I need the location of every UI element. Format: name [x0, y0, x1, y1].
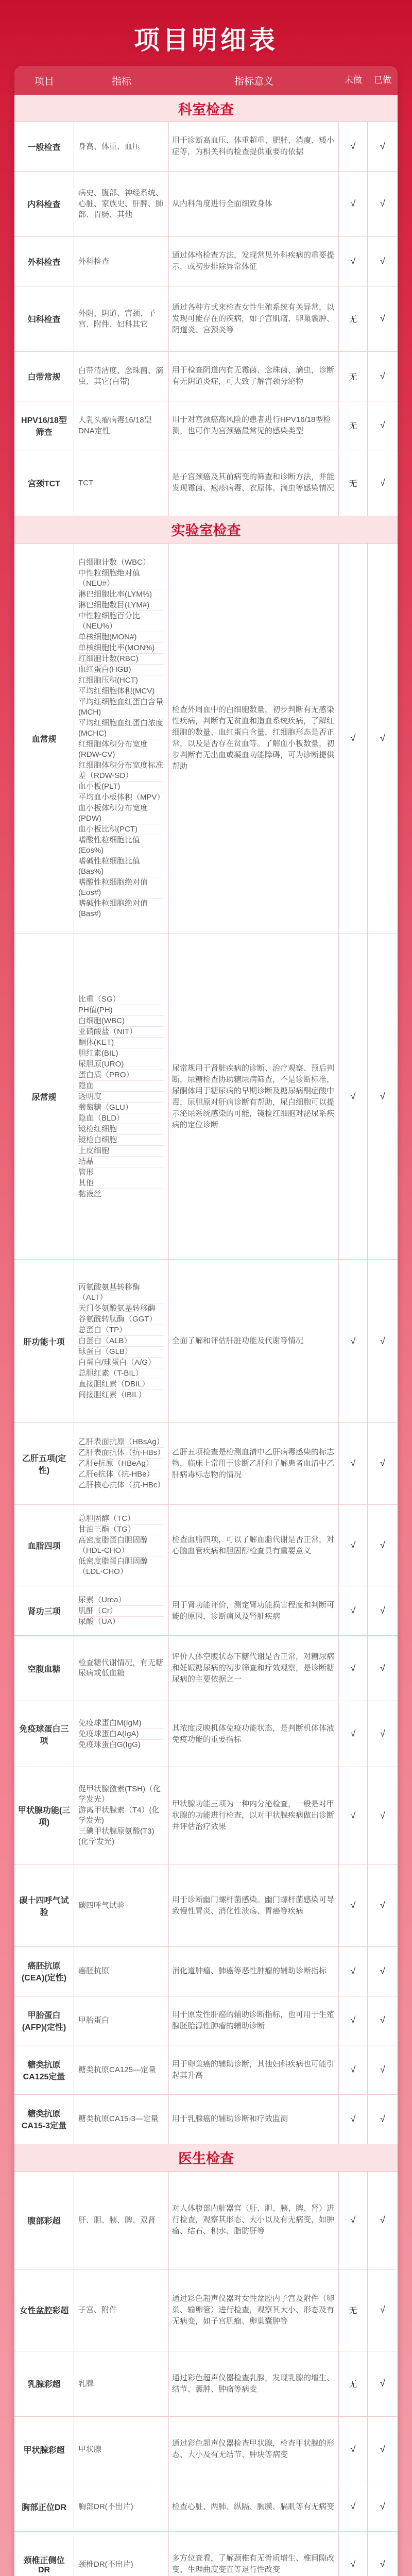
indicator-item: 血小板体积分布宽度(PDW): [78, 803, 164, 824]
indicator-meaning: 乙肝五项检查是检测血清中乙肝病毒感染的标志物，临床上常用于诊断乙肝和了解患者血清中乙肝病毒标志物的情况: [169, 1423, 339, 1504]
indicator-item: 血小板比积(PCT): [78, 824, 164, 835]
indicator-meaning: 评价人体空腹状态下糖代谢是否正常，对糖尿病和妊娠糖尿病的初步筛查和疗效观察，是诊断糖尿病的主要依据之一: [169, 1636, 339, 1701]
done-mark: √: [380, 256, 385, 266]
indicator-meaning: 用于诊断幽门螺杆菌感染。幽门螺杆菌感染可导致慢性胃炎、消化性溃疡、胃癌等疾病: [169, 1865, 339, 1946]
indicator-item: 乙肝表面抗原（HBsAg）: [78, 1437, 164, 1448]
project-name: 胸部正位DR: [14, 2482, 74, 2531]
done-mark: √: [380, 2304, 385, 2315]
done-mark: √: [380, 420, 385, 431]
table-row: [14, 1636, 398, 1701]
table-row: [14, 2045, 398, 2095]
project-name: 糖类抗原CA125定量: [14, 2045, 74, 2094]
indicator-item: 隐血: [78, 1081, 164, 1092]
indicator-item: 甘油三酯（TG）: [78, 1524, 164, 1535]
indicator-text: 身高、体重、血压: [78, 142, 141, 151]
indicator-item: 白蛋白（ALB）: [78, 1336, 164, 1347]
table-row: [14, 1947, 398, 1996]
indicator-text: 人乳头瘤病毒16/18型DNA定性: [78, 415, 152, 435]
done-mark: √: [380, 2558, 385, 2569]
done-mark: √: [380, 2015, 385, 2026]
project-name: 乙肝五项(定性): [14, 1423, 74, 1504]
indicator-list: [74, 1505, 169, 1586]
indicator-item: 丙氨酸氨基转移酶（ALT）: [78, 1282, 164, 1303]
indicator-meaning: 是子宫颈癌及其前病变的筛查和诊断方法，并能发现霉菌、疱疹病毒、衣原体、滴虫等感染情况: [169, 450, 339, 515]
project-name: 碳十四呼气试验: [14, 1865, 74, 1946]
project-name: 外科检查: [14, 237, 74, 286]
indicator-item: 白细胞(WBC): [78, 1016, 164, 1027]
indicator-meaning: 尿常规用于肾脏疾病的诊断、治疗观察、预后判断，尿糖检查协助糖尿病筛查，不是诊断标准，尿酮体用于糖尿病的早期诊断及糖尿病酮症酸中毒，尿胆原对肝病诊断有帮助，尿白细胞可以提示泌尿系统感染的可能，镜检红细胞对泌尿系疾病的定位诊断: [169, 934, 339, 1259]
indicator-meaning: 通过彩色超声仪器检查甲状腺，检查甲状腺的形态、大小及有无结节、肿块等病变: [169, 2417, 339, 2482]
project-name: 腹部彩超: [14, 2172, 74, 2269]
table-row: [14, 1996, 398, 2046]
indicator-text: 白带清洁度、念珠菌、滴虫、其它(白带): [78, 366, 164, 386]
done-mark: √: [380, 2064, 385, 2075]
indicator-item: 嗜碱性粒细胞比值(Bas%): [78, 856, 164, 877]
header-project: 项目: [34, 76, 54, 87]
table-row: [14, 934, 398, 1260]
header-indicator: 指标: [111, 76, 131, 87]
indicator-text: 肝、胆、胰、脾、双肾: [78, 2215, 156, 2225]
not-done-mark: √: [339, 2482, 368, 2531]
indicator-item: 游离甲状腺素（T4）(化学发光): [78, 1805, 164, 1826]
table-row: [14, 2532, 398, 2576]
indicator-item: 尿胆原(URO): [78, 1059, 164, 1070]
indicator-item: 甲胎蛋白: [78, 2015, 110, 2025]
indicator-list: [74, 2532, 169, 2576]
not-done-mark: √: [339, 544, 368, 934]
indicator-list: [74, 1996, 169, 2045]
indicator-item: 葡萄糖（GLU）: [78, 1103, 164, 1113]
indicator-item: 单核细胞比率(MON%): [78, 643, 164, 654]
indicator-item: 比重（SG）: [78, 994, 164, 1005]
table-row: [14, 122, 398, 172]
not-done-mark: 无: [339, 352, 368, 401]
indicator-text: 子宫、附件: [78, 2306, 117, 2315]
indicator-text: 外阴、阴道、宫颈、子宫、附件、妇科其它: [78, 309, 156, 329]
indicator-item: 胆红素(BIL): [78, 1048, 164, 1059]
indicator-item: 黏液丝: [78, 1189, 102, 1198]
not-done-mark: √: [339, 934, 368, 1259]
indicator-item: 红细胞计数(RBC): [78, 654, 164, 665]
table-row: [14, 544, 398, 934]
table-row: [14, 2269, 398, 2351]
not-done-mark: 无: [339, 2269, 368, 2351]
indicator-meaning: 用于卵巢癌的辅助诊断，其他妇科疾病也可能引起其升高: [169, 2045, 339, 2094]
indicator-item: 间接胆红素（IBIL）: [78, 1390, 146, 1399]
done-mark: √: [380, 733, 385, 743]
done-mark: √: [380, 1900, 385, 1911]
project-name: 内科检查: [14, 172, 74, 236]
indicator-meaning: 用于诊断高血压、体重超重、肥胖、消瘦、矮小症等，为相关科的检查提供重要的依据: [169, 122, 339, 171]
indicator-item: 亚硝酸盐（NIT）: [78, 1027, 164, 1038]
indicator-list: [74, 544, 169, 934]
indicator-item: 糖类抗原CA15-3—定量: [78, 2114, 159, 2124]
indicator-item: 乙肝e抗原（HBeAg）: [78, 1459, 164, 1469]
indicator-meaning: 用于原发性肝癌的辅助诊断指标，也可用于生殖腺胚胎源性肿瘤的辅助诊断: [169, 1996, 339, 2045]
not-done-mark: √: [339, 1636, 368, 1701]
project-name: 甲状腺彩超: [14, 2417, 74, 2482]
project-name: 甲胎蛋白(AFP)(定性): [14, 1996, 74, 2045]
indicator-list: [74, 2045, 169, 2094]
done-mark: √: [380, 1091, 385, 1102]
done-mark: √: [380, 1335, 385, 1346]
table-row: [14, 352, 398, 401]
not-done-mark: √: [339, 2045, 368, 2094]
indicator-item: 尿酸（UA）: [78, 1617, 120, 1626]
done-mark: √: [380, 2501, 385, 2512]
project-name: 妇科检查: [14, 286, 74, 351]
indicator-item: 中性粒细胞绝对值（NEU#）: [78, 568, 164, 589]
not-done-mark: √: [339, 237, 368, 286]
project-name: 乳腺彩超: [14, 2351, 74, 2416]
table-row: [14, 1865, 398, 1947]
indicator-meaning: 全面了解和评估肝脏功能及代谢等情况: [169, 1260, 339, 1422]
not-done-mark: √: [339, 1505, 368, 1586]
indicator-item: 嗜酸性粒细胞比值(Eos%): [78, 835, 164, 856]
table-row: [14, 172, 398, 237]
table-row: [14, 2095, 398, 2144]
table-row: [14, 401, 398, 451]
indicator-meaning: 用于乳腺癌的辅助诊断和疗效监测: [169, 2095, 339, 2144]
page-title: 项目明细表: [134, 26, 278, 55]
indicator-item: 管形: [78, 1167, 164, 1178]
indicator-item: 总胆红素（T-BIL）: [78, 1368, 164, 1379]
indicator-list: [74, 934, 169, 1259]
indicator-meaning: 其浓度反映机体免疫功能状态，是判断机体体液免疫功能的重要指标: [169, 1701, 339, 1766]
table-body: [14, 66, 398, 2576]
indicator-item: 平均红细胞体积(MCV): [78, 686, 164, 697]
not-done-mark: √: [339, 1701, 368, 1766]
table-row: [14, 237, 398, 286]
indicator-list: [74, 1947, 169, 1996]
table-row: [14, 2417, 398, 2482]
project-name: 白带常规: [14, 352, 74, 401]
done-mark: √: [380, 141, 385, 151]
indicator-meaning: 从内科角度进行全面细致身体: [169, 172, 339, 236]
indicator-item: 高密度脂蛋白胆固醇（HDL-CHO）: [78, 1535, 164, 1556]
indicator-item: 球蛋白（GLB）: [78, 1347, 164, 1358]
indicator-item: 糖类抗原CA125—定量: [78, 2065, 156, 2074]
indicator-item: 血红蛋白(HGB): [78, 665, 164, 675]
table-row: [14, 2482, 398, 2532]
project-name: 肝功能十项: [14, 1260, 74, 1422]
indicator-meaning: 检查心脏、两肺、纵隔、胸膜、膈肌等有无病变: [169, 2482, 339, 2531]
indicator-item: 乙肝e抗体（抗-HBe）: [78, 1469, 164, 1480]
indicator-meaning: 通过各种方式来检查女性生殖系统有关异常，以发现可能存在的疾病，如子宫肌瘤、卵巢囊肿、阴道炎、宫颈炎等: [169, 286, 339, 351]
indicator-item: 淋巴细胞数目(LYM#): [78, 600, 164, 611]
done-mark: √: [380, 1540, 385, 1551]
not-done-mark: √: [339, 2417, 368, 2482]
indicator-item: 总胆固醇（TC）: [78, 1514, 164, 1524]
indicator-text: 乳腺: [78, 2379, 94, 2388]
indicator-item: 上皮细胞: [78, 1146, 164, 1157]
indicator-meaning: 甲状腺功能三项为一种内分泌检查，一般是对甲状腺的功能进行检查，以对甲状腺疾病做出诊断并评估治疗效果: [169, 1767, 339, 1865]
not-done-mark: √: [339, 1996, 368, 2045]
done-mark: √: [380, 477, 385, 488]
indicator-text: 外科检查: [78, 257, 110, 266]
indicator-item: PH值(PH): [78, 1005, 164, 1016]
done-mark: √: [380, 370, 385, 381]
indicator-item: 平均血小板体积（MPV）: [78, 792, 164, 803]
not-done-mark: √: [339, 1865, 368, 1946]
done-mark: √: [380, 1458, 385, 1469]
indicator-item: 癌胚抗原: [78, 1967, 110, 1976]
indicator-item: 平均红细胞血红蛋白浓度(MCHC): [78, 718, 164, 739]
indicator-meaning: 检查外周血中的白细胞数量，初步判断有无感染性疾病，判断有无贫血和造血系统疾病，了解红细胞的数量、血红蛋白含量，红细胞形态是否正常，以及是否存在贫血等。了解血小板数量，初步判断有无出血或凝血功能障碍，可为诊断提供帮助: [169, 544, 339, 934]
done-mark: √: [380, 1605, 385, 1616]
not-done-mark: √: [339, 2095, 368, 2144]
indicator-list: [74, 2172, 169, 2269]
table-row: [14, 1701, 398, 1767]
project-name: 免疫球蛋白三项: [14, 1701, 74, 1766]
indicator-text: 胸部DR(不出片): [78, 2502, 133, 2512]
section-title: 科室检查: [14, 95, 398, 122]
indicator-meaning: 用于肾功能评价，测定肾功能损害程度和判断可能的原因，诊断痛风及肾脏疾病: [169, 1586, 339, 1635]
project-name: 癌胚抗原(CEA)(定性): [14, 1947, 74, 1996]
done-mark: √: [380, 2113, 385, 2124]
indicator-item: 肌酐（Cr）: [78, 1606, 164, 1617]
indicator-list: [74, 237, 169, 286]
not-done-mark: √: [339, 1586, 368, 1635]
done-mark: √: [380, 1810, 385, 1821]
indicator-item: 红细胞体积分布宽度标准差（RDW-SD）: [78, 760, 164, 782]
indicator-item: 促甲状腺激素(TSH)（化学发光）: [78, 1784, 164, 1805]
indicator-list: [74, 1701, 169, 1766]
table-row: [14, 2172, 398, 2269]
indicator-item: 尿素（Urea）: [78, 1595, 164, 1606]
indicator-item: 红细胞体积分布宽度(RDW-CV): [78, 739, 164, 760]
not-done-mark: 无: [339, 286, 368, 351]
table-row: [14, 1767, 398, 1865]
indicator-item: 单核细胞(MON#): [78, 632, 164, 643]
indicator-item: 中性粒细胞百分比（NEU%）: [78, 611, 164, 632]
table-row: [14, 1586, 398, 1636]
not-done-mark: 无: [339, 2351, 368, 2416]
table-row: [14, 450, 398, 516]
detail-table: [14, 66, 398, 2576]
indicator-list: [74, 286, 169, 351]
project-name: 女性盆腔彩超: [14, 2269, 74, 2351]
indicator-item: 直接胆红素（DBIL）: [78, 1379, 164, 1390]
indicator-item: 免疫球蛋白A(IgA): [78, 1729, 164, 1740]
indicator-item: 淋巴细胞比率(LYM%): [78, 589, 164, 600]
indicator-item: 检查糖代谢情况，有无糖尿病或低血糖: [78, 1658, 164, 1678]
section-title: 实验室检查: [14, 516, 398, 544]
header-done: 已做: [374, 75, 391, 85]
indicator-item: 乙肝核心抗体（抗-HBc）: [78, 1480, 165, 1489]
indicator-list: [74, 2482, 169, 2531]
indicator-list: [74, 2269, 169, 2351]
indicator-list: [74, 1636, 169, 1701]
not-done-mark: 无: [339, 401, 368, 450]
done-mark: √: [380, 2214, 385, 2225]
indicator-meaning: 用于对宫颈癌高风险的患者进行HPV16/18型检测，也可作为宫颈癌最常见的感染类型: [169, 401, 339, 450]
not-done-mark: √: [339, 1947, 368, 1996]
indicator-list: [74, 1865, 169, 1946]
indicator-meaning: 消化道肿瘤、肺癌等恶性肿瘤的辅助诊断指标: [169, 1947, 339, 1996]
indicator-list: [74, 1586, 169, 1635]
indicator-list: [74, 1423, 169, 1504]
indicator-item: 镜检白细胞: [78, 1135, 164, 1146]
done-mark: √: [380, 2378, 385, 2389]
indicator-item: 三碘甲状腺原氨酸(T3)(化学发光): [78, 1827, 154, 1846]
indicator-item: 结晶: [78, 1157, 164, 1167]
indicator-meaning: 检查血脂四项，可以了解血脂代谢是否正常，对心脑血管疾病和胆固醇检查具有重要意义: [169, 1505, 339, 1586]
indicator-list: [74, 2417, 169, 2482]
indicator-list: [74, 1260, 169, 1422]
section-title: 医生检查: [14, 2144, 398, 2172]
indicator-text: TCT: [78, 478, 94, 487]
indicator-meaning: 用于检查阴道内有无霉菌、念珠菌、滴虫，诊断有无阴道炎症，可大致了解宫颈分泌物: [169, 352, 339, 401]
project-name: 宫颈TCT: [14, 450, 74, 515]
project-name: 肾功三项: [14, 1586, 74, 1635]
indicator-text: 甲状腺: [78, 2445, 102, 2454]
indicator-meaning: 通过彩色超声仪器对女性盆腔内子宫及附件（卵巢、输卵管）进行检查，观察其大小、形态及有无病变，如子宫肌瘤、卵巢囊肿等: [169, 2269, 339, 2351]
project-name: 糖类抗原CA15-3定量: [14, 2095, 74, 2144]
indicator-list: [74, 2351, 169, 2416]
indicator-item: 蛋白质（PRO）: [78, 1070, 164, 1081]
indicator-item: 碳四呼气试验: [78, 1901, 125, 1910]
indicator-meaning: 对人体腹部内脏器官（肝、胆、胰、脾、肾）进行检查，观察其形态、大小以及有无病变，如肿瘤、结石、积水、脂肪肝等: [169, 2172, 339, 2269]
indicator-item: 血小板(PLT): [78, 782, 164, 792]
indicator-meaning: 通过彩色超声仪器检查乳腺，发现乳腺的增生、结节、囊肿、肿瘤等病变: [169, 2351, 339, 2416]
not-done-mark: √: [339, 1423, 368, 1504]
indicator-list: [74, 1767, 169, 1865]
indicator-item: 低密度脂蛋白胆固醇（LDL-CHO）: [78, 1557, 148, 1577]
indicator-list: [74, 401, 169, 450]
done-mark: √: [380, 2444, 385, 2454]
indicator-item: 其他: [78, 1178, 164, 1189]
indicator-item: 白蛋白/球蛋白（A/G）: [78, 1358, 164, 1368]
indicator-item: 总蛋白（TP）: [78, 1325, 164, 1336]
indicator-item: 平均红细胞血红蛋白含量(MCH): [78, 697, 164, 718]
not-done-mark: √: [339, 122, 368, 171]
indicator-item: 天门冬氨酸氨基转移酶: [78, 1303, 164, 1314]
not-done-mark: 无: [339, 450, 368, 515]
not-done-mark: √: [339, 1767, 368, 1865]
indicator-text: 病史、腹部、神经系统、心脏、家族史、肝脾、肺部、胃肠、其他: [78, 189, 164, 219]
not-done-mark: √: [339, 172, 368, 236]
table-row: [14, 1260, 398, 1423]
done-mark: √: [380, 1965, 385, 1976]
indicator-item: 谷氨酰转肽酶（GGT）: [78, 1314, 164, 1325]
indicator-item: 酮体(KET): [78, 1038, 164, 1048]
indicator-list: [74, 2095, 169, 2144]
indicator-item: 透明度: [78, 1092, 164, 1103]
table-header: [14, 66, 398, 95]
indicator-item: 隐血（BLD）: [78, 1113, 164, 1124]
header-not-done: 未做: [345, 75, 362, 85]
indicator-item: 免疫球蛋白M(IgM): [78, 1718, 164, 1729]
project-name: 血脂四项: [14, 1505, 74, 1586]
indicator-item: 镜检红细胞: [78, 1124, 164, 1135]
project-name: 甲状腺功能(三项): [14, 1767, 74, 1865]
indicator-meaning: 通过体格检查方法，发现常见外科疾病的重要提示，或初步排除异常体征: [169, 237, 339, 286]
table-row: [14, 286, 398, 352]
indicator-item: 红细胞压积(HCT): [78, 675, 164, 686]
indicator-item: 乙肝表面抗体（抗-HBs）: [78, 1448, 164, 1459]
done-mark: √: [380, 313, 385, 324]
indicator-list: [74, 352, 169, 401]
project-name: 血常规: [14, 544, 74, 934]
indicator-item: 嗜碱性粒细胞绝对值(Bas#): [78, 899, 148, 919]
done-mark: √: [380, 1728, 385, 1739]
indicator-item: 白细胞计数（WBC）: [78, 557, 164, 568]
not-done-mark: √: [339, 1260, 368, 1422]
not-done-mark: √: [339, 2532, 368, 2576]
indicator-text: 颈椎DR(不出片): [78, 2560, 133, 2569]
done-mark: √: [380, 198, 385, 209]
table-row: [14, 1505, 398, 1587]
indicator-list: [74, 122, 169, 171]
indicator-item: 嗜酸性粒细胞绝对值(Eos#): [78, 877, 164, 899]
project-name: 尿常规: [14, 934, 74, 1259]
indicator-list: [74, 450, 169, 515]
header-meaning: 指标意义: [234, 76, 273, 87]
project-name: 颈椎正侧位DR: [14, 2532, 74, 2576]
project-name: HPV16/18型筛查: [14, 401, 74, 450]
project-name: 空腹血糖: [14, 1636, 74, 1701]
indicator-item: 免疫球蛋白G(IgG): [78, 1740, 141, 1749]
project-name: 一般检查: [14, 122, 74, 171]
not-done-mark: √: [339, 2172, 368, 2269]
indicator-list: [74, 172, 169, 236]
done-mark: √: [380, 1663, 385, 1673]
indicator-meaning: 多方位查看，了解颈椎有无骨质增生、椎间隙改变、生理曲度变直等退行性改变: [169, 2532, 339, 2576]
table-row: [14, 2351, 398, 2417]
table-row: [14, 1423, 398, 1505]
